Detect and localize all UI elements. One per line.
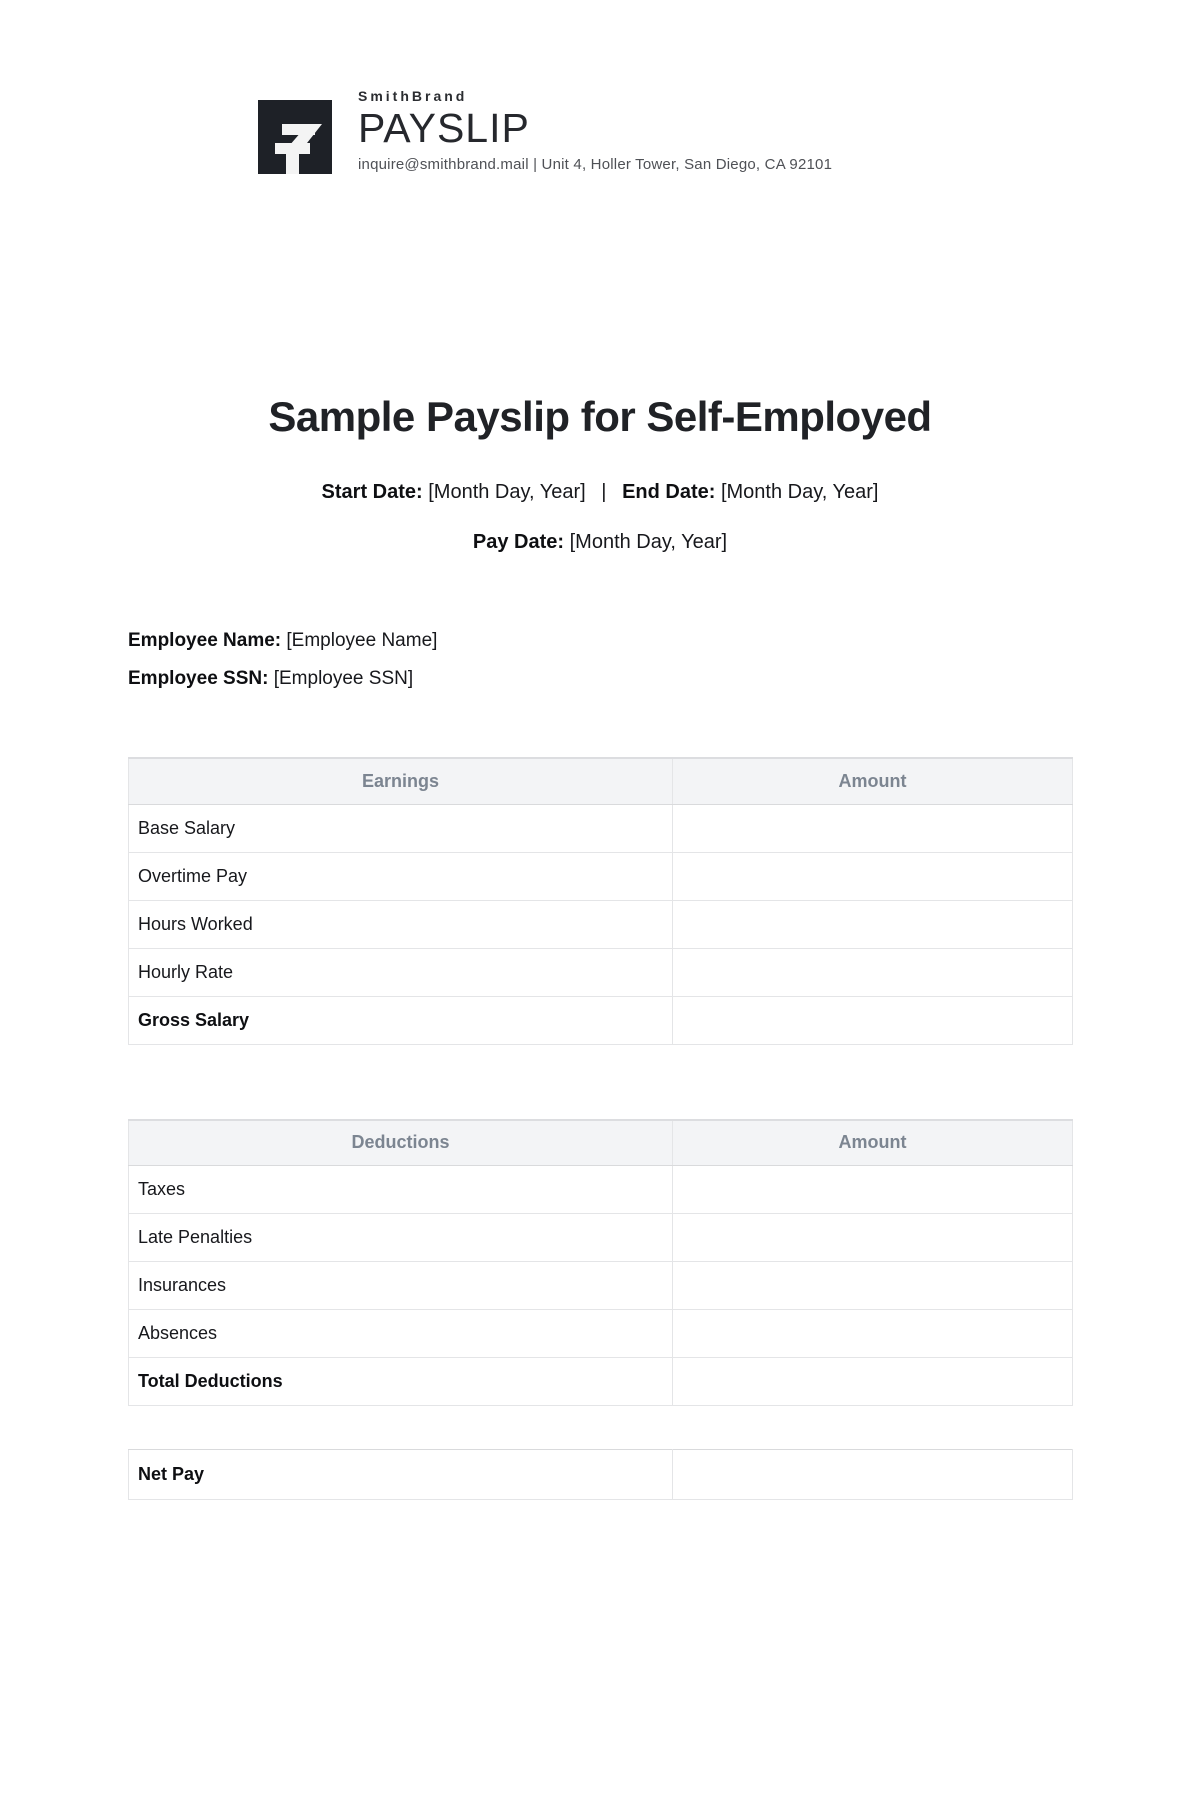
end-date-value: [Month Day, Year] [720, 481, 879, 503]
employee-ssn-label: Employee SSN: [128, 668, 269, 689]
net-pay-row [129, 1450, 1073, 1500]
employee-ssn-line [128, 660, 1072, 698]
pay-date-line [128, 530, 1072, 554]
net-pay-table [128, 1449, 1073, 1500]
employee-name-label: Employee Name: [128, 630, 282, 651]
earnings-row-amount [673, 804, 1073, 852]
payslip-page [0, 88, 1200, 1796]
earnings-row-label: Overtime Pay [129, 852, 673, 900]
net-pay-label: Net Pay [129, 1450, 673, 1500]
deductions-row-amount [673, 1310, 1073, 1358]
deductions-row-label: Insurances [129, 1262, 673, 1310]
start-date-label: Start Date: [321, 481, 423, 503]
brand-contact-line: inquire@smithbrand.mail | Unit 4, Holler Tower, San Diego, CA 92101 [358, 156, 833, 174]
deductions-row-label: Late Penalties [129, 1214, 673, 1262]
document-body [128, 393, 1072, 1500]
start-date-value: [Month Day, Year] [428, 481, 586, 503]
deductions-row-amount [673, 1214, 1073, 1262]
net-pay-amount [673, 1450, 1073, 1500]
table-row [129, 1262, 1073, 1310]
deductions-table [128, 1119, 1073, 1407]
employee-info-block [128, 622, 1072, 698]
deductions-row-label: Total Deductions [129, 1358, 673, 1406]
table-row [129, 1310, 1073, 1358]
table-row [129, 1214, 1073, 1262]
pay-date-label: Pay Date: [472, 531, 565, 553]
employee-name-line [128, 622, 1072, 660]
earnings-amount-header: Amount [673, 758, 1073, 804]
earnings-row-amount [673, 996, 1073, 1044]
brand-header [258, 88, 1200, 174]
deductions-row-amount [673, 1262, 1073, 1310]
employee-ssn-value: [Employee SSN] [273, 668, 414, 689]
earnings-row-amount [673, 852, 1073, 900]
earnings-row-amount [673, 948, 1073, 996]
deductions-header-row [129, 1120, 1073, 1166]
gross-salary-row [129, 996, 1073, 1044]
period-dates-line [128, 480, 1072, 504]
table-row [129, 900, 1073, 948]
document-type-label: PAYSLIP [358, 105, 530, 151]
brand-text-block [358, 88, 832, 173]
deductions-row-label: Absences [129, 1310, 673, 1358]
deductions-amount-header: Amount [673, 1120, 1073, 1166]
deductions-row-amount [673, 1166, 1073, 1214]
earnings-header-row [129, 758, 1073, 804]
earnings-row-label: Hours Worked [129, 900, 673, 948]
table-row [129, 948, 1073, 996]
pay-date-value: [Month Day, Year] [569, 531, 728, 553]
deductions-column-header: Deductions [129, 1120, 673, 1166]
earnings-row-label: Hourly Rate [129, 948, 673, 996]
table-row [129, 1166, 1073, 1214]
brand-name: SmithBrand [358, 88, 468, 104]
earnings-row-label: Gross Salary [129, 996, 673, 1044]
date-separator: | [601, 481, 607, 503]
deductions-row-amount [673, 1358, 1073, 1406]
employee-name-value: [Employee Name] [286, 630, 438, 651]
table-row [129, 804, 1073, 852]
earnings-row-label: Base Salary [129, 804, 673, 852]
stylized-f-icon [258, 100, 332, 174]
end-date-label: End Date: [622, 481, 716, 503]
page-title: Sample Payslip for Self-Employed [268, 393, 932, 440]
earnings-column-header: Earnings [129, 758, 673, 804]
deductions-row-label: Taxes [129, 1166, 673, 1214]
earnings-table [128, 757, 1073, 1045]
total-deductions-row [129, 1358, 1073, 1406]
earnings-row-amount [673, 900, 1073, 948]
brand-logo [258, 100, 332, 174]
table-row [129, 852, 1073, 900]
